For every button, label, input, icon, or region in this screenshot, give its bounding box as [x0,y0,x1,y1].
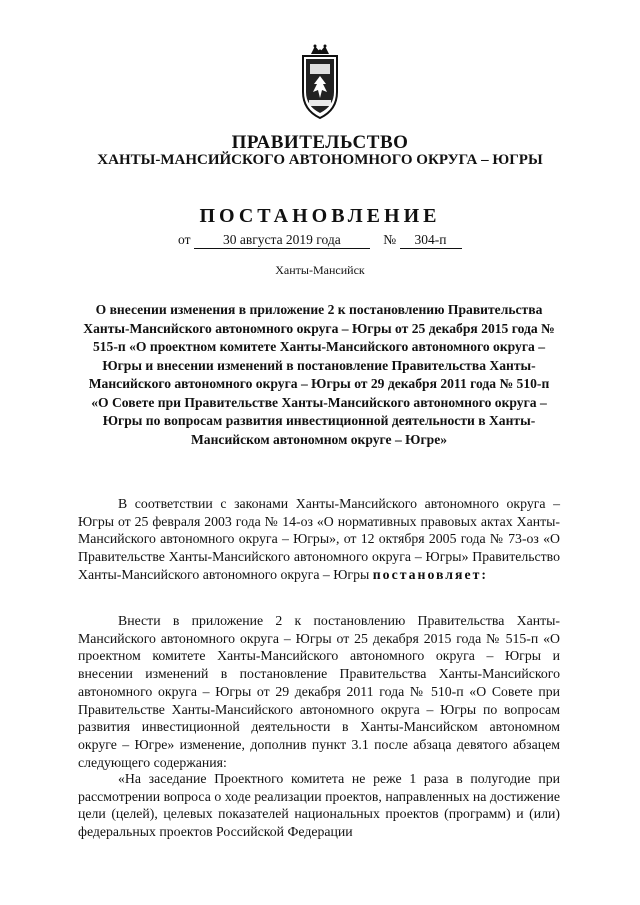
coat-of-arms-icon [299,40,341,120]
decree-date-row [178,232,462,249]
resolves-word: постановляет: [372,566,489,582]
number-prefix: № [383,232,397,247]
date-prefix: от [178,232,191,247]
decree-title: ПОСТАНОВЛЕНИЕ [199,205,441,227]
preamble-paragraph [78,495,560,584]
decree-city: Ханты-Мансийск [275,263,365,277]
government-title: ПРАВИТЕЛЬСТВО [231,132,409,153]
amendment-paragraph: Внести в приложение 2 к постановлению Правительства Ханты-Мансийского автономного округа – Югры от 25 декабря 2015 года № 515-п «О проектном комитете Ханты-Мансийского автономного округа – Югры и внесении изменений в постановление Правительства Ханты-Мансийского автономного округа – Югры от 29 декабря 2011 года № 510-п «О Совете при Правительстве Ханты-Мансийского автономного округа – Югры по вопросам развития инвестиционной деятельности в Ханты-Мансийском автономном округе – Югре» изменение, дополнив пункт 3.1 после абзаца девятого абзацем следующего содержания: [78,613,560,770]
decree-number: 304-п [400,232,462,249]
decree-subject: О внесении изменения в приложение 2 к постановлению Правительства Ханты-Мансийского автономного округа – Югры от 25 декабря 2015 года № 515-п «О проектном комитете Ханты-Мансийского автономного округа – Югры и внесении изменений в постановление Правительства Ханты-Мансийского автономного округа – Югры от 29 декабря 2011 года № 510-п «О Совете при Правительстве Ханты-Мансийского автономного округа – Югры по вопросам развития инвестиционной деятельности в Ханты-Мансийском автономном округе – Югре» [83,302,555,447]
region-title: ХАНТЫ-МАНСИЙСКОГО АВТОНОМНОГО ОКРУГА – ЮГРЫ [97,152,543,168]
decree-date: 30 августа 2019 года [194,232,370,249]
inserted-text-paragraph: «На заседание Проектного комитета не реже 1 раза в полугодие при рассмотрении вопроса о ходе реализации проектов, направленных на достижение цели (целей), целевых показателей национальных проектов (программ) и (или) федеральных проектов Российской Федерации [78,771,560,840]
preamble-text: В соответствии с законами Ханты-Мансийского автономного округа – Югры от 25 февраля 2003 года № 14-оз «О нормативных правовых актах Ханты-Мансийского автономного округа – Югры», от 12 октября 2005 года № 73-оз «О Правительстве Ханты-Мансийского автономного округа – Югры» Правительство Ханты-Мансийского автономного округа – Югры [78,496,560,582]
